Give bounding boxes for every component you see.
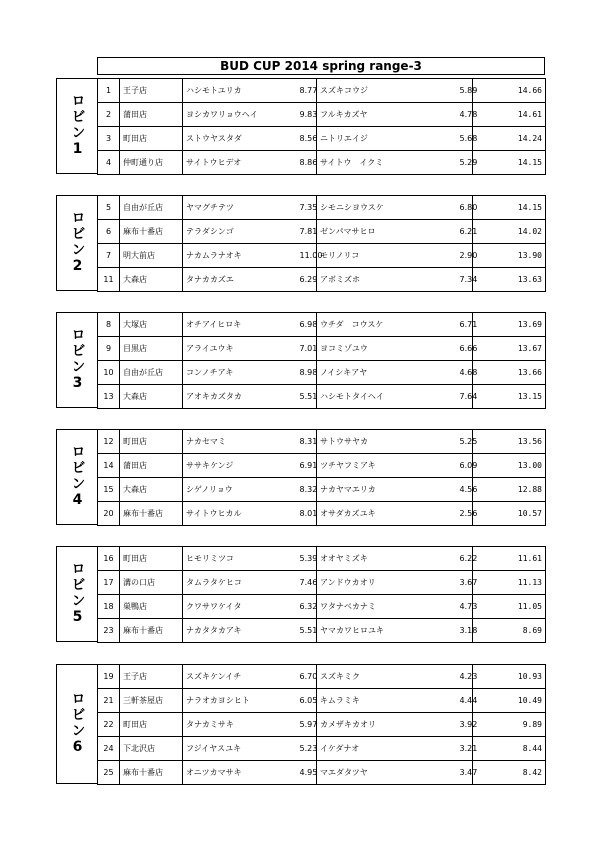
table-row bbox=[98, 713, 546, 737]
player1-score: 8.31 bbox=[297, 430, 317, 454]
table-row bbox=[98, 737, 546, 761]
entry-number: 9 bbox=[98, 337, 120, 361]
page-title: BUD CUP 2014 spring range-3 bbox=[97, 57, 545, 75]
player1-name: アオキカズタカ bbox=[183, 385, 297, 409]
total-score: 14.02 bbox=[473, 220, 546, 244]
entry-number: 3 bbox=[98, 127, 120, 151]
total-score: 13.63 bbox=[473, 268, 546, 292]
robin-label-text: ロビン5 bbox=[69, 561, 86, 627]
total-score: 8.69 bbox=[473, 619, 546, 643]
player1-score: 6.05 bbox=[297, 689, 317, 713]
table-row bbox=[98, 547, 546, 571]
player2-score: 6.09 bbox=[457, 454, 473, 478]
player1-score: 8.86 bbox=[297, 151, 317, 175]
store-name: 大塚店 bbox=[120, 313, 183, 337]
entry-number: 22 bbox=[98, 713, 120, 737]
player2-score: 3.47 bbox=[457, 761, 473, 785]
player2-name: サイトウ イクミ bbox=[317, 151, 457, 175]
store-name: 町田店 bbox=[120, 430, 183, 454]
store-name: 麻布十番店 bbox=[120, 502, 183, 526]
store-name: 目黒店 bbox=[120, 337, 183, 361]
total-score: 10.49 bbox=[473, 689, 546, 713]
player2-name: ノイシキアヤ bbox=[317, 361, 457, 385]
entry-number: 12 bbox=[98, 430, 120, 454]
store-name: 麻布十番店 bbox=[120, 761, 183, 785]
player2-name: ウチダ コウスケ bbox=[317, 313, 457, 337]
player1-name: ヒモリミツコ bbox=[183, 547, 297, 571]
table-row bbox=[98, 313, 546, 337]
store-name: 自由が丘店 bbox=[120, 361, 183, 385]
player2-score: 4.56 bbox=[457, 478, 473, 502]
total-score: 11.13 bbox=[473, 571, 546, 595]
table-row bbox=[98, 220, 546, 244]
table-row bbox=[98, 337, 546, 361]
entry-number: 4 bbox=[98, 151, 120, 175]
player2-score: 7.34 bbox=[457, 268, 473, 292]
table-row bbox=[98, 196, 546, 220]
entry-number: 11 bbox=[98, 268, 120, 292]
player1-score: 8.32 bbox=[297, 478, 317, 502]
robin-group bbox=[56, 195, 545, 291]
player1-score: 6.32 bbox=[297, 595, 317, 619]
player2-score: 3.67 bbox=[457, 571, 473, 595]
player1-score: 5.39 bbox=[297, 547, 317, 571]
entry-number: 13 bbox=[98, 385, 120, 409]
player1-score: 6.70 bbox=[297, 665, 317, 689]
player1-score: 6.98 bbox=[297, 313, 317, 337]
entry-number: 25 bbox=[98, 761, 120, 785]
store-name: 大森店 bbox=[120, 478, 183, 502]
player1-name: ナカムラナオキ bbox=[183, 244, 297, 268]
table-row bbox=[98, 268, 546, 292]
results-table bbox=[97, 312, 546, 409]
player1-name: フジイヤスユキ bbox=[183, 737, 297, 761]
table-row bbox=[98, 619, 546, 643]
table-row bbox=[98, 478, 546, 502]
total-score: 8.44 bbox=[473, 737, 546, 761]
entry-number: 7 bbox=[98, 244, 120, 268]
table-row bbox=[98, 244, 546, 268]
player2-name: ハシモトタイヘイ bbox=[317, 385, 457, 409]
player2-score: 3.92 bbox=[457, 713, 473, 737]
total-score: 10.57 bbox=[473, 502, 546, 526]
player1-name: サイトウヒカル bbox=[183, 502, 297, 526]
store-name: 蒲田店 bbox=[120, 103, 183, 127]
player1-name: ヨシカワリョウヘイ bbox=[183, 103, 297, 127]
player1-name: オニツカマサキ bbox=[183, 761, 297, 785]
player2-name: ゼンパマサヒロ bbox=[317, 220, 457, 244]
store-name: 溝の口店 bbox=[120, 571, 183, 595]
player1-name: テラダシンゴ bbox=[183, 220, 297, 244]
player1-name: アライユウキ bbox=[183, 337, 297, 361]
player1-score: 7.81 bbox=[297, 220, 317, 244]
store-name: 王子店 bbox=[120, 665, 183, 689]
entry-number: 23 bbox=[98, 619, 120, 643]
table-row bbox=[98, 127, 546, 151]
player2-name: アンドウカオリ bbox=[317, 571, 457, 595]
player2-name: オサダカズユキ bbox=[317, 502, 457, 526]
entry-number: 20 bbox=[98, 502, 120, 526]
player1-name: シゲノリョウ bbox=[183, 478, 297, 502]
entry-number: 18 bbox=[98, 595, 120, 619]
robin-label-text: ロビン1 bbox=[69, 93, 86, 159]
store-name: 下北沢店 bbox=[120, 737, 183, 761]
results-table bbox=[97, 429, 546, 526]
player1-name: ナカタタカアキ bbox=[183, 619, 297, 643]
table-row bbox=[98, 665, 546, 689]
table-row bbox=[98, 571, 546, 595]
player1-score: 5.51 bbox=[297, 385, 317, 409]
total-score: 13.66 bbox=[473, 361, 546, 385]
player2-score: 6.22 bbox=[457, 547, 473, 571]
total-score: 10.93 bbox=[473, 665, 546, 689]
store-name: 大森店 bbox=[120, 268, 183, 292]
table-row bbox=[98, 79, 546, 103]
player1-name: ナラオカヨシヒト bbox=[183, 689, 297, 713]
player2-score: 4.73 bbox=[457, 595, 473, 619]
total-score: 14.24 bbox=[473, 127, 546, 151]
robin-label bbox=[56, 78, 98, 174]
store-name: 町田店 bbox=[120, 713, 183, 737]
results-table bbox=[97, 664, 546, 785]
store-name: 町田店 bbox=[120, 127, 183, 151]
total-score: 13.67 bbox=[473, 337, 546, 361]
player2-name: ヨコミゾユウ bbox=[317, 337, 457, 361]
store-name: 王子店 bbox=[120, 79, 183, 103]
table-row bbox=[98, 454, 546, 478]
player1-name: ナカセマミ bbox=[183, 430, 297, 454]
player1-name: オチアイヒロキ bbox=[183, 313, 297, 337]
entry-number: 24 bbox=[98, 737, 120, 761]
robin-label-text: ロビン4 bbox=[69, 444, 86, 510]
robin-group bbox=[56, 312, 545, 408]
player2-name: フルキカズヤ bbox=[317, 103, 457, 127]
results-table bbox=[97, 546, 546, 643]
robin-group bbox=[56, 429, 545, 525]
player2-score: 5.68 bbox=[457, 127, 473, 151]
player2-name: イケダナオ bbox=[317, 737, 457, 761]
player1-name: ハシモトユリカ bbox=[183, 79, 297, 103]
store-name: 明大前店 bbox=[120, 244, 183, 268]
table-row bbox=[98, 689, 546, 713]
player2-name: スズキミク bbox=[317, 665, 457, 689]
robin-label-text: ロビン6 bbox=[69, 691, 86, 757]
player1-score: 9.83 bbox=[297, 103, 317, 127]
player1-score: 7.01 bbox=[297, 337, 317, 361]
player1-score: 8.77 bbox=[297, 79, 317, 103]
player1-score: 6.29 bbox=[297, 268, 317, 292]
table-row bbox=[98, 385, 546, 409]
table-row bbox=[98, 361, 546, 385]
total-score: 14.15 bbox=[473, 151, 546, 175]
entry-number: 6 bbox=[98, 220, 120, 244]
store-name: 巣鴨店 bbox=[120, 595, 183, 619]
player2-name: カメザキカオリ bbox=[317, 713, 457, 737]
player2-name: ナカヤマエリカ bbox=[317, 478, 457, 502]
player2-score: 5.25 bbox=[457, 430, 473, 454]
entry-number: 21 bbox=[98, 689, 120, 713]
store-name: 蒲田店 bbox=[120, 454, 183, 478]
player2-score: 5.29 bbox=[457, 151, 473, 175]
player1-name: コンノチアキ bbox=[183, 361, 297, 385]
player2-score: 3.18 bbox=[457, 619, 473, 643]
total-score: 12.88 bbox=[473, 478, 546, 502]
player2-score: 6.21 bbox=[457, 220, 473, 244]
player1-score: 8.01 bbox=[297, 502, 317, 526]
entry-number: 17 bbox=[98, 571, 120, 595]
player1-score: 7.35 bbox=[297, 196, 317, 220]
player1-score: 11.00 bbox=[297, 244, 317, 268]
player2-name: オオヤミズキ bbox=[317, 547, 457, 571]
player2-score: 3.21 bbox=[457, 737, 473, 761]
robin-group bbox=[56, 78, 545, 174]
table-row bbox=[98, 502, 546, 526]
entry-number: 14 bbox=[98, 454, 120, 478]
player2-score: 4.78 bbox=[457, 103, 473, 127]
player2-score: 6.80 bbox=[457, 196, 473, 220]
player2-name: ヤマカワヒロユキ bbox=[317, 619, 457, 643]
player2-name: アボミズホ bbox=[317, 268, 457, 292]
robin-group bbox=[56, 546, 545, 642]
player2-score: 2.56 bbox=[457, 502, 473, 526]
player1-score: 7.46 bbox=[297, 571, 317, 595]
player1-name: タムラタケヒコ bbox=[183, 571, 297, 595]
player2-name: ワタナベカナミ bbox=[317, 595, 457, 619]
player1-name: クワサワケイタ bbox=[183, 595, 297, 619]
total-score: 11.05 bbox=[473, 595, 546, 619]
total-score: 13.69 bbox=[473, 313, 546, 337]
player1-name: ストウヤスタダ bbox=[183, 127, 297, 151]
player1-name: タナカミサキ bbox=[183, 713, 297, 737]
player2-name: サトウサヤカ bbox=[317, 430, 457, 454]
total-score: 13.56 bbox=[473, 430, 546, 454]
entry-number: 5 bbox=[98, 196, 120, 220]
results-table bbox=[97, 78, 546, 175]
total-score: 13.90 bbox=[473, 244, 546, 268]
player1-score: 8.98 bbox=[297, 361, 317, 385]
total-score: 14.61 bbox=[473, 103, 546, 127]
entry-number: 2 bbox=[98, 103, 120, 127]
player1-name: ヤマグチテツ bbox=[183, 196, 297, 220]
player1-score: 4.95 bbox=[297, 761, 317, 785]
player2-name: ニトリエイジ bbox=[317, 127, 457, 151]
store-name: 三軒茶屋店 bbox=[120, 689, 183, 713]
player2-name: マエダタツヤ bbox=[317, 761, 457, 785]
entry-number: 1 bbox=[98, 79, 120, 103]
player1-name: スズキケンイチ bbox=[183, 665, 297, 689]
player1-score: 5.23 bbox=[297, 737, 317, 761]
total-score: 9.89 bbox=[473, 713, 546, 737]
results-table bbox=[97, 195, 546, 292]
table-row bbox=[98, 761, 546, 785]
table-row bbox=[98, 151, 546, 175]
total-score: 13.15 bbox=[473, 385, 546, 409]
robin-label bbox=[56, 429, 98, 525]
player1-score: 8.56 bbox=[297, 127, 317, 151]
table-row bbox=[98, 430, 546, 454]
entry-number: 10 bbox=[98, 361, 120, 385]
player2-score: 4.44 bbox=[457, 689, 473, 713]
player1-name: タナカカズエ bbox=[183, 268, 297, 292]
total-score: 11.61 bbox=[473, 547, 546, 571]
player1-name: サイトウヒデオ bbox=[183, 151, 297, 175]
robin-label-text: ロビン3 bbox=[69, 327, 86, 393]
robin-label bbox=[56, 546, 98, 642]
player1-score: 5.97 bbox=[297, 713, 317, 737]
store-name: 大森店 bbox=[120, 385, 183, 409]
player2-name: ツチヤフミアキ bbox=[317, 454, 457, 478]
store-name: 麻布十番店 bbox=[120, 619, 183, 643]
player2-score: 4.68 bbox=[457, 361, 473, 385]
player2-score: 4.23 bbox=[457, 665, 473, 689]
player2-score: 6.71 bbox=[457, 313, 473, 337]
robin-group bbox=[56, 664, 545, 784]
entry-number: 15 bbox=[98, 478, 120, 502]
robin-label-text: ロビン2 bbox=[69, 210, 86, 276]
player2-name: スズキコウジ bbox=[317, 79, 457, 103]
total-score: 14.66 bbox=[473, 79, 546, 103]
player2-score: 7.64 bbox=[457, 385, 473, 409]
total-score: 13.00 bbox=[473, 454, 546, 478]
player1-score: 5.51 bbox=[297, 619, 317, 643]
player2-score: 2.90 bbox=[457, 244, 473, 268]
store-name: 仲町通り店 bbox=[120, 151, 183, 175]
robin-label bbox=[56, 312, 98, 408]
store-name: 麻布十番店 bbox=[120, 220, 183, 244]
player2-name: キムラミキ bbox=[317, 689, 457, 713]
entry-number: 16 bbox=[98, 547, 120, 571]
entry-number: 8 bbox=[98, 313, 120, 337]
player2-score: 6.66 bbox=[457, 337, 473, 361]
player1-score: 6.91 bbox=[297, 454, 317, 478]
player2-name: シモニシヨウスケ bbox=[317, 196, 457, 220]
player2-score: 5.89 bbox=[457, 79, 473, 103]
total-score: 14.15 bbox=[473, 196, 546, 220]
player2-name: モリノリコ bbox=[317, 244, 457, 268]
robin-label bbox=[56, 195, 98, 291]
entry-number: 19 bbox=[98, 665, 120, 689]
store-name: 自由が丘店 bbox=[120, 196, 183, 220]
table-row bbox=[98, 103, 546, 127]
total-score: 8.42 bbox=[473, 761, 546, 785]
robin-label bbox=[56, 664, 98, 784]
table-row bbox=[98, 595, 546, 619]
store-name: 町田店 bbox=[120, 547, 183, 571]
player1-name: ササキケンジ bbox=[183, 454, 297, 478]
